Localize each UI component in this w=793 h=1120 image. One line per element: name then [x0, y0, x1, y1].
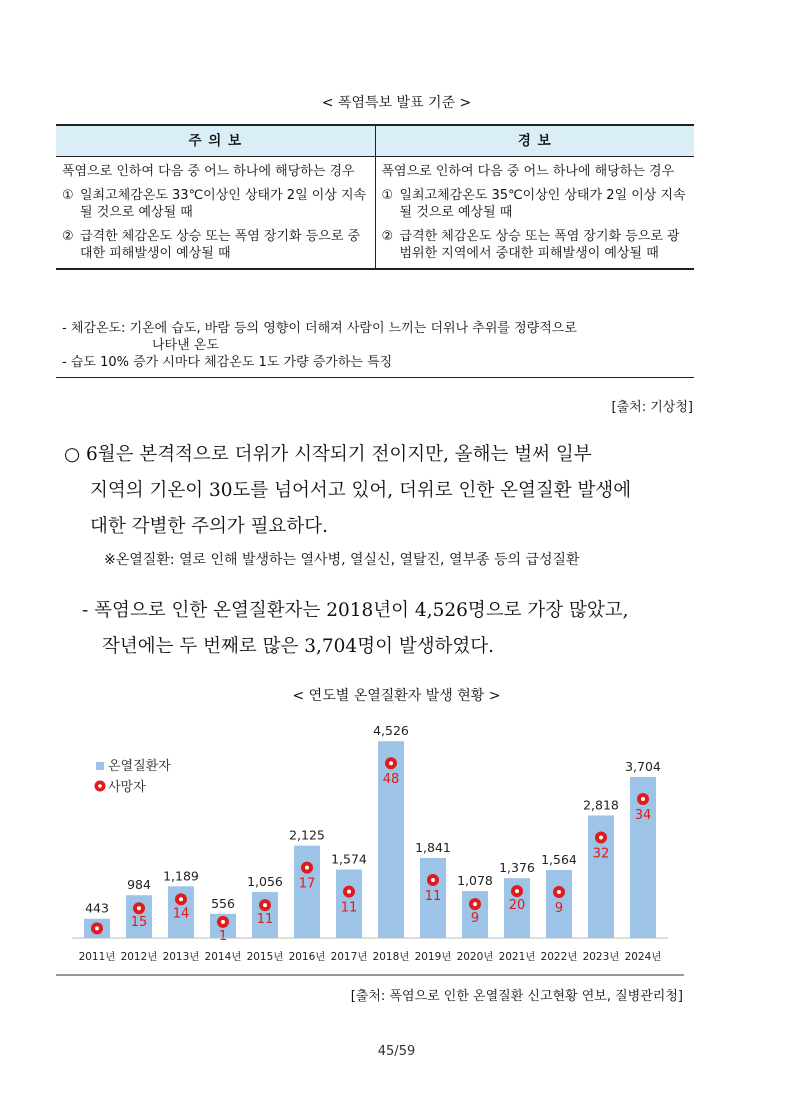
- heat-illness-chart: [56, 720, 686, 980]
- chart-caption: < 연도별 온열질환자 발생 현황 >: [292, 688, 501, 704]
- death-marker-center: [599, 835, 603, 839]
- paragraph-line: - 폭염으로 인한 온열질환자는 2018년이 4,526명으로 가장 많았고,: [82, 600, 629, 621]
- x-tick-label: 2014년: [204, 951, 242, 963]
- death-count-label: 32: [592, 846, 610, 862]
- x-tick-label: 2017년: [330, 951, 368, 963]
- death-count-label: 1: [218, 928, 228, 944]
- death-marker-center: [137, 906, 141, 910]
- x-tick-label: 2019년: [414, 951, 452, 963]
- death-marker-center: [515, 889, 519, 893]
- table-source: [출처: 기상청]: [611, 400, 693, 415]
- table-caption: < 폭염특보 발표 기준 >: [321, 95, 472, 111]
- bar-value-label: 2,125: [289, 827, 325, 843]
- death-count-label: 9: [470, 911, 480, 927]
- paragraph-line: 대한 각별한 주의가 필요하다.: [90, 516, 328, 537]
- paragraph-statistics: [82, 593, 702, 665]
- chart-source: [출처: 폭염으로 인한 온열질환 신고현황 연보, 질병관리청]: [350, 989, 683, 1004]
- bar: [294, 846, 320, 938]
- bar-value-label: 1,841: [415, 839, 451, 855]
- death-count-label: 9: [554, 901, 564, 916]
- death-marker-center: [389, 761, 393, 765]
- legend-patients-label: 온열질환자: [108, 759, 171, 774]
- warning-cell: [375, 157, 694, 270]
- advisory-criterion: ② 급격한 체감온도 상승 또는 폭염 장기화 등으로 중대한 피해발생이 예상될 때: [62, 229, 361, 261]
- advisory-cell: [56, 157, 375, 270]
- death-marker-center: [557, 890, 561, 894]
- warning-header: 경 보: [375, 125, 694, 157]
- death-count-label: 48: [382, 772, 400, 788]
- death-marker-center: [179, 897, 183, 901]
- death-count-label: 11: [424, 888, 442, 904]
- death-count-label: 34: [634, 807, 652, 823]
- death-count-label: 11: [340, 900, 358, 916]
- bar-value-label: 556: [211, 895, 235, 911]
- x-tick-label: 2015년: [246, 951, 284, 963]
- death-marker-center: [473, 902, 477, 906]
- heatwave-criteria-table: [56, 124, 694, 270]
- paragraph-june-heat: [64, 437, 704, 545]
- chart-legend: [95, 758, 172, 795]
- paragraph-line: 작년에는 두 번째로 많은 3,704명이 발생하였다.: [102, 636, 495, 657]
- bar-value-label: 1,376: [499, 860, 535, 876]
- x-tick-label: 2022년: [540, 951, 578, 963]
- bar-value-label: 4,526: [373, 723, 409, 739]
- bar-value-label: 1,056: [247, 874, 283, 890]
- x-tick-label: 2016년: [288, 951, 326, 963]
- heat-illness-definition: ※온열질환: 열로 인해 발생하는 열사병, 열실신, 열탈진, 열부종 등의 급성질환: [104, 552, 580, 568]
- death-marker-center: [305, 866, 309, 870]
- bar-value-label: 1,574: [331, 851, 367, 867]
- x-tick-label: 2018년: [372, 951, 410, 963]
- paragraph-line: 지역의 기온이 30도를 넘어서고 있어, 더위로 인한 온열질환 발생에: [90, 480, 632, 501]
- x-tick-label: 2012년: [120, 951, 158, 963]
- bar-value-label: 1,078: [457, 873, 493, 889]
- bar-value-label: 984: [127, 877, 151, 893]
- death-marker-center: [263, 903, 267, 907]
- x-tick-label: 2023년: [582, 951, 620, 963]
- death-marker-center: [95, 926, 99, 930]
- death-marker-center: [221, 920, 225, 924]
- bar-value-label: 1,189: [163, 868, 199, 884]
- warning-intro: 폭염으로 인하여 다음 중 어느 하나에 해당하는 경우: [381, 164, 675, 179]
- legend-deaths-label: 사망자: [108, 780, 146, 795]
- note-apparent-temp: - 체감온도: 기온에 습도, 바람 등의 영향이 더해져 사람이 느끼는 더위나 추위를 정량적으로: [62, 321, 577, 336]
- x-tick-label: 2021년: [498, 951, 536, 963]
- table-notes: [56, 318, 694, 378]
- note-humidity: - 습도 10% 증가 시마다 체감온도 1도 가량 증가하는 특징: [62, 355, 393, 370]
- advisory-intro: 폭염으로 인하여 다음 중 어느 하나에 해당하는 경우: [62, 164, 355, 179]
- bar: [378, 741, 404, 938]
- x-tick-label: 2020년: [456, 951, 494, 963]
- death-count-label: 17: [298, 876, 316, 892]
- death-count-label: 11: [256, 912, 274, 928]
- death-count-label: 15: [130, 915, 148, 931]
- page-number: 45/59: [377, 1044, 416, 1059]
- x-tick-label: 2024년: [624, 951, 662, 963]
- bar-value-label: 1,564: [541, 852, 577, 867]
- bar-value-label: 2,818: [583, 797, 619, 813]
- bar-value-label: 3,704: [625, 758, 661, 774]
- x-tick-label: 2011년: [78, 951, 116, 963]
- warning-criterion: ① 일최고체감온도 35℃이상인 상태가 2일 이상 지속될 것으로 예상될 때: [381, 188, 686, 220]
- death-marker-center: [431, 878, 435, 882]
- death-count-label: 20: [508, 898, 526, 914]
- warning-criterion: ② 급격한 체감온도 상승 또는 폭염 장기화 등으로 광범위한 지역에서 중대한 피해발생이 예상될 때: [381, 229, 680, 261]
- x-tick-label: 2013년: [162, 951, 200, 963]
- death-count-label: 14: [172, 906, 190, 922]
- paragraph-line: ○ 6월은 본격적으로 더위가 시작되기 전이지만, 올해는 벌써 일부: [64, 444, 592, 465]
- advisory-header: 주 의 보: [56, 125, 375, 157]
- advisory-criterion: ① 일최고체감온도 33℃이상인 상태가 2일 이상 지속될 것으로 예상될 때: [62, 188, 367, 220]
- bar-value-label: 443: [85, 900, 109, 916]
- note-apparent-temp-cont: 나타낸 온도: [152, 338, 219, 353]
- death-marker-center: [347, 890, 351, 894]
- legend-bar-swatch: [96, 762, 104, 770]
- death-marker-center: [641, 797, 645, 801]
